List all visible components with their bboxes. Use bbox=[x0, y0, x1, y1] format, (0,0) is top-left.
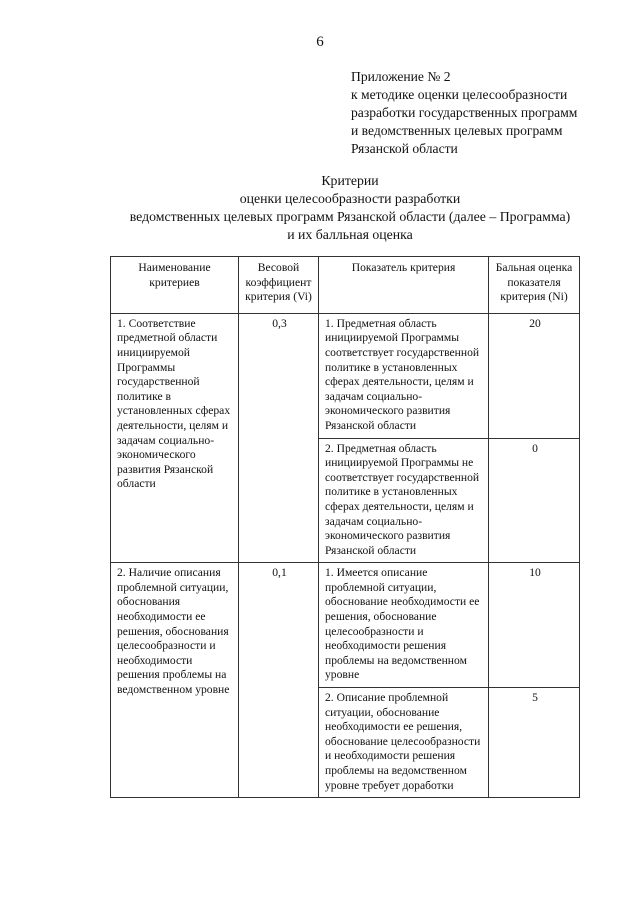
title-line: ведомственных целевых программ Рязанской области (далее – Программа) bbox=[129, 209, 571, 224]
indicator-text: 1. Предметная область инициируемой Программы соответствует государственной политике в установленных сферах деятельности, целям и задачам социально-экономического развития Рязанской области bbox=[319, 313, 489, 438]
table-row bbox=[111, 563, 580, 688]
indicator-score: 5 bbox=[489, 688, 580, 798]
appendix-line: и ведомственных целевых программ bbox=[351, 123, 563, 138]
criterion-name: 2. Наличие описания проблемной ситуации, обоснования необходимости ее решения, обоснования целесообразности и необходимости решения проблемы на ведомственном уровне bbox=[111, 563, 239, 798]
indicator-text: 2. Предметная область инициируемой Программы не соответствует государственной политике в установленных сферах деятельности, целям и задачам социально-экономического развития Рязанской области bbox=[319, 438, 489, 563]
title-line: и их балльная оценка bbox=[287, 227, 413, 242]
header-name: Наименование критериев bbox=[111, 257, 239, 314]
indicator-text: 1. Имеется описание проблемной ситуации, обоснование необходимости ее решения, обоснование целесообразности и необходимости решения проблемы на ведомственном уровне bbox=[319, 563, 489, 688]
header-indicator: Показатель критерия bbox=[319, 257, 489, 314]
criterion-weight: 0,3 bbox=[239, 313, 319, 563]
table-header-row bbox=[111, 257, 580, 314]
title-line: оценки целесообразности разработки bbox=[239, 191, 461, 206]
appendix-heading bbox=[351, 68, 611, 158]
page-number: 6 bbox=[316, 34, 324, 50]
criteria-table bbox=[110, 256, 580, 798]
document-title bbox=[0, 172, 640, 244]
criterion-name: 1. Соответствие предметной области инициируемой Программы государственной политике в установленных сферах деятельности, целям и задачам социально-экономического развития Рязанской области bbox=[111, 313, 239, 563]
criterion-weight: 0,1 bbox=[239, 563, 319, 798]
appendix-line: Приложение № 2 bbox=[351, 69, 451, 84]
title-line: Критерии bbox=[321, 173, 379, 188]
header-score: Бальная оценка показателя критерия (Ni) bbox=[489, 257, 580, 314]
appendix-line: к методике оценки целесообразности bbox=[351, 87, 568, 102]
indicator-score: 0 bbox=[489, 438, 580, 563]
indicator-score: 10 bbox=[489, 563, 580, 688]
appendix-line: разработки государственных программ bbox=[351, 105, 578, 120]
appendix-line: Рязанской области bbox=[351, 141, 458, 156]
indicator-text: 2. Описание проблемной ситуации, обоснование необходимости ее решения, обоснование целесообразности и необходимости решения проблемы на ведомственном уровне требует доработки bbox=[319, 688, 489, 798]
indicator-score: 20 bbox=[489, 313, 580, 438]
table-row bbox=[111, 313, 580, 438]
header-weight: Весовой коэффициент критерия (Vi) bbox=[239, 257, 319, 314]
